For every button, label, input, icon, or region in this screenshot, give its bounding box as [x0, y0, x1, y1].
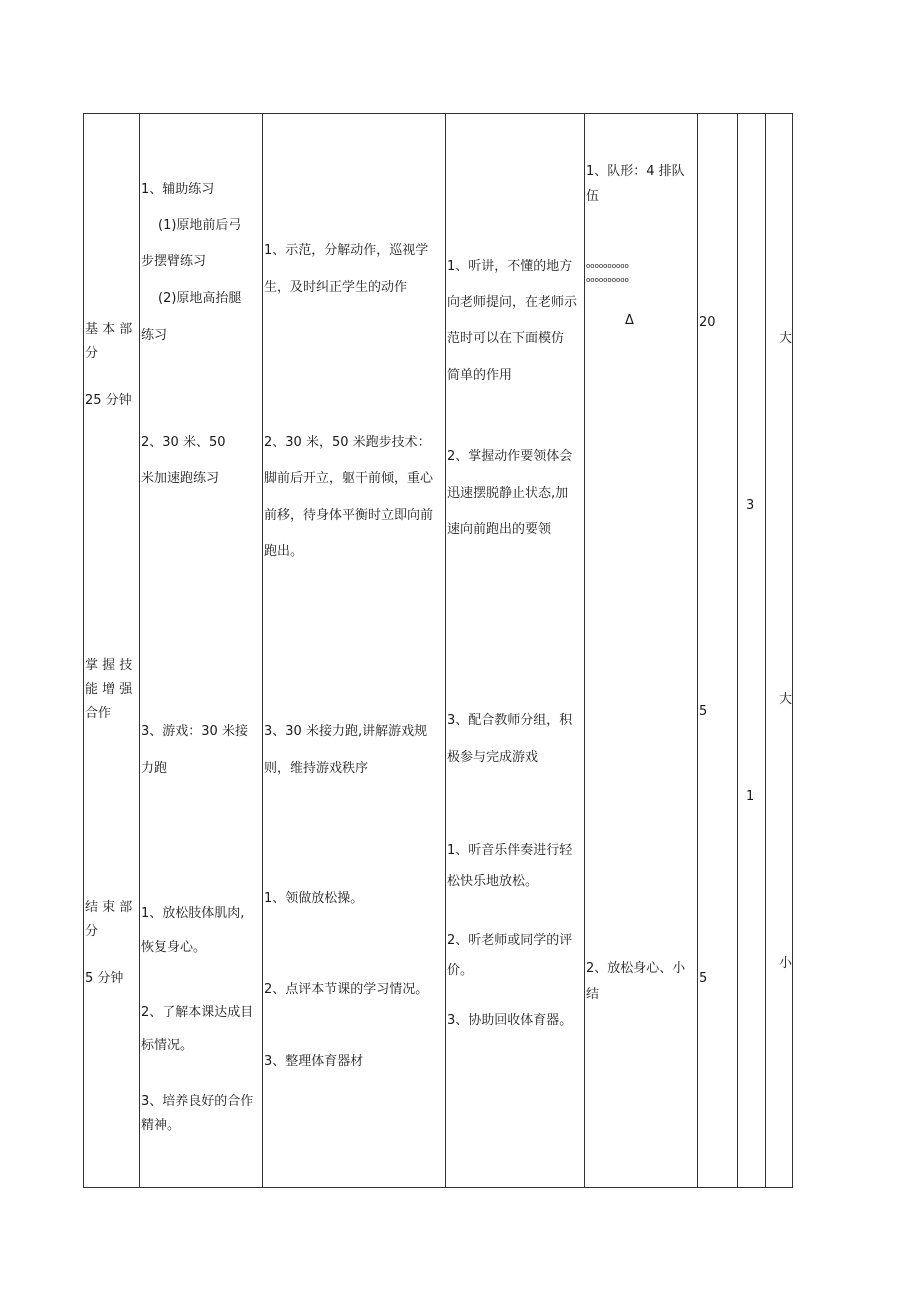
organization-note: 1、队形：4 排队	[586, 164, 685, 179]
content-item: 精神。	[141, 1118, 181, 1133]
student-activity: 3、协助回收体育器。	[447, 1013, 573, 1028]
content-item: 练习	[141, 328, 168, 343]
teacher-activity: 脚前后开立，躯干前倾，重心	[264, 471, 434, 486]
teacher-activity: 3、30 米接力跑,讲解游戏规	[264, 724, 428, 739]
formation-row: oooooooooo	[586, 276, 629, 284]
teacher-activity: 2、点评本节课的学习情况。	[264, 982, 429, 997]
section-label: 能 增 强	[85, 682, 133, 697]
content-item: (1)原地前后弓	[158, 218, 242, 233]
time-value: 20	[699, 315, 716, 330]
content-item: 恢复身心。	[141, 940, 207, 955]
student-activity: 向老师提问，在老师示	[447, 295, 578, 310]
lesson-plan-table	[83, 113, 793, 1188]
column-divider	[445, 113, 446, 1188]
count-value: 3	[746, 498, 755, 513]
teacher-activity: 1、示范，分解动作，巡视学	[264, 243, 429, 258]
section-label: 掌 握 技	[85, 658, 133, 673]
organization-note: 结	[586, 987, 600, 1002]
column-divider	[262, 113, 263, 1188]
teacher-activity: 3、整理体育器材	[264, 1054, 364, 1069]
section-label: 合作	[85, 706, 112, 721]
teacher-activity: 跑出。	[264, 544, 304, 559]
teacher-activity: 1、领做放松操。	[264, 891, 364, 906]
student-activity: 3、配合教师分组，积	[447, 713, 573, 728]
intensity-value: 小	[779, 956, 793, 971]
column-divider	[584, 113, 585, 1188]
content-item: 步摆臂练习	[141, 254, 207, 269]
student-activity: 价。	[447, 963, 474, 978]
section-label: 分	[85, 924, 99, 939]
student-activity: 范时可以在下面模仿	[447, 331, 565, 346]
content-item: 1、辅助练习	[141, 182, 215, 197]
column-divider	[139, 113, 140, 1188]
section-label: 基 本 部	[85, 322, 133, 337]
content-item: 2、了解本课达成目	[141, 1005, 254, 1020]
section-duration: 5 分钟	[85, 971, 124, 986]
student-activity: 极参与完成游戏	[447, 750, 539, 765]
student-activity: 速向前跑出的要领	[447, 522, 552, 537]
section-label: 结 束 部	[85, 900, 133, 915]
student-activity: 1、听音乐伴奏进行轻	[447, 843, 573, 858]
teacher-activity: 2、30 米，50 米跑步技术：	[264, 435, 431, 450]
content-item: 1、放松肢体肌肉,	[141, 906, 245, 921]
student-activity: 简单的作用	[447, 368, 513, 383]
column-divider	[737, 113, 738, 1188]
teacher-position-marker: Δ	[625, 313, 634, 328]
teacher-activity: 则，维持游戏秩序	[264, 761, 369, 776]
teacher-activity: 生，及时纠正学生的动作	[264, 280, 408, 295]
column-divider	[765, 113, 766, 1188]
content-item: (2)原地高抬腿	[158, 291, 242, 306]
student-activity: 1、听讲，不懂的地方	[447, 259, 573, 274]
content-item: 2、30 米、50	[141, 435, 226, 450]
content-item: 力跑	[141, 761, 168, 776]
section-duration: 25 分钟	[85, 393, 132, 408]
teacher-activity: 前移，待身体平衡时立即向前	[264, 508, 434, 523]
content-item: 3、游戏：30 米接	[141, 724, 248, 739]
section-label: 分	[85, 346, 99, 361]
content-item: 3、培养良好的合作	[141, 1094, 254, 1109]
intensity-value: 大	[779, 331, 793, 346]
content-item: 米加速跑练习	[141, 471, 220, 486]
student-activity: 松快乐地放松。	[447, 874, 539, 889]
intensity-value: 大	[779, 692, 793, 707]
time-value: 5	[699, 971, 708, 986]
content-item: 标情况。	[141, 1038, 194, 1053]
organization-note: 伍	[586, 189, 600, 204]
formation-row: oooooooooo	[586, 262, 629, 270]
organization-note: 2、放松身心、小	[586, 961, 686, 976]
student-activity: 迅速摆脱静止状态,加	[447, 486, 569, 501]
time-value: 5	[699, 704, 708, 719]
student-activity: 2、听老师或同学的评	[447, 933, 573, 948]
column-divider	[697, 113, 698, 1188]
count-value: 1	[746, 789, 755, 804]
student-activity: 2、掌握动作要领体会	[447, 449, 573, 464]
